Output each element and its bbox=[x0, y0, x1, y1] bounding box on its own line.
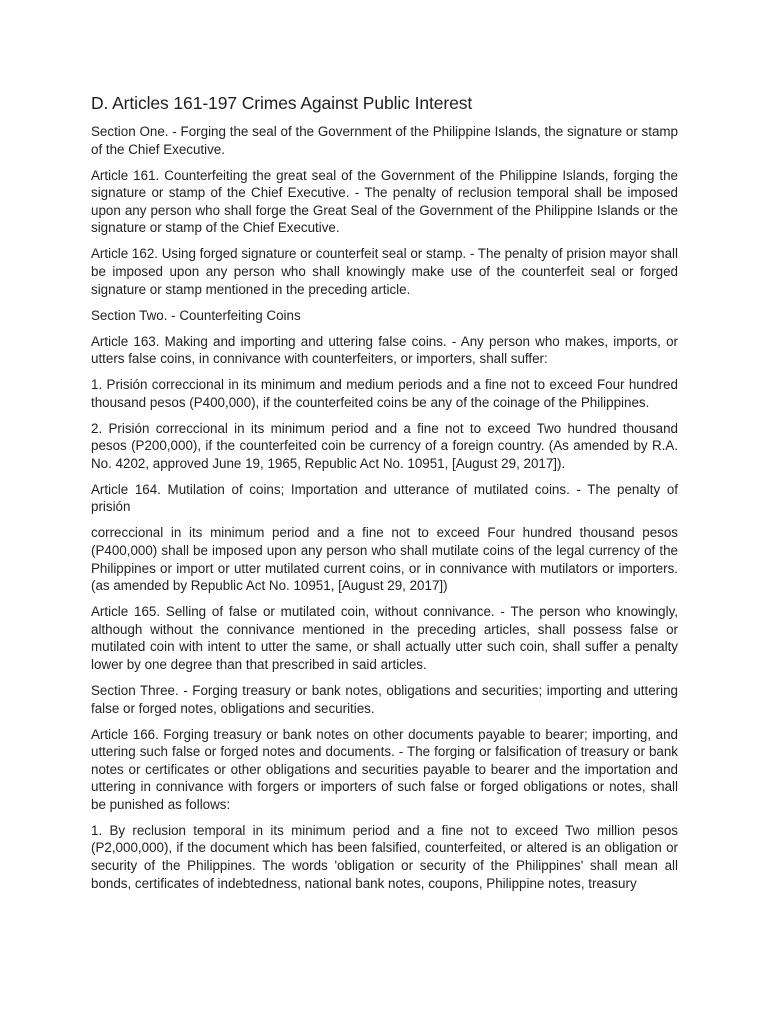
article-164-part-2: correccional in its minimum period and a fine not to exceed Four hundred thousand pesos (P400,000) shall be imposed upon any person who shall mutilate coins of the legal currency of the Philippines or import or utter mutilated current coins, or in connivance with mutilators or importers. (as amended by Republic Act No. 10951, [August 29, 2017]) bbox=[91, 525, 678, 594]
document-page bbox=[91, 92, 678, 901]
article-163-item-2: 2. Prisión correccional in its minimum period and a fine not to exceed Two hundred thousand pesos (P200,000), if the counterfeited coin be currency of a foreign country. (As amended by R.A. No. 4202, approved June 19, 1965, Republic Act No. 10951, [August 29, 2017]). bbox=[91, 420, 678, 471]
document-heading: D. Articles 161-197 Crimes Against Public Interest bbox=[91, 93, 473, 113]
article-165: Article 165. Selling of false or mutilated coin, without connivance. - The person who knowingly, although without the connivance mentioned in the preceding articles, shall possess false or mutilated coin with intent to utter the same, or shall actually utter such coin, shall suffer a penalty lower by one degree than that prescribed in said articles. bbox=[91, 604, 678, 672]
article-162: Article 162. Using forged signature or counterfeit seal or stamp. - The penalty of prision mayor shall be imposed upon any person who shall knowingly make use of the counterfeit seal or forged signature or stamp mentioned in the preceding article. bbox=[91, 246, 678, 297]
section-two-title: Section Two. - Counterfeiting Coins bbox=[91, 307, 301, 323]
article-166-item-1: 1. By reclusion temporal in its minimum period and a fine not to exceed Two million pesos (P2,000,000), if the document which has been falsified, counterfeited, or altered is an obligation or security of the Philippines. The words 'obligation or security of the Philippines' shall mean all bonds, certificates of indebtedness, national bank notes, coupons, Philippine notes, treasury bbox=[91, 822, 678, 891]
article-163: Article 163. Making and importing and uttering false coins. - Any person who makes, imports, or utters false coins, in connivance with counterfeiters, or importers, shall suffer: bbox=[91, 333, 678, 367]
section-three-title: Section Three. - Forging treasury or bank notes, obligations and securities; importing and uttering false or forged notes, obligations and securities. bbox=[91, 682, 678, 716]
article-163-item-1: 1. Prisión correccional in its minimum and medium periods and a fine not to exceed Four hundred thousand pesos (P400,000), if the counterfeited coins be any of the coinage of the Philippines. bbox=[91, 377, 678, 410]
section-one-title: Section One. - Forging the seal of the Government of the Philippine Islands, the signature or stamp of the Chief Executive. bbox=[91, 124, 678, 157]
article-164-part-1: Article 164. Mutilation of coins; Importation and utterance of mutilated coins. - The penalty of prisión bbox=[91, 481, 678, 515]
article-161: Article 161. Counterfeiting the great seal of the Government of the Philippine Islands, forging the signature or stamp of the Chief Executive. - The penalty of reclusion temporal shall be imposed upon any person who shall forge the Great Seal of the Government of the Philippine Islands or the signature or stamp of the Chief Executive. bbox=[91, 167, 678, 236]
article-166: Article 166. Forging treasury or bank notes on other documents payable to bearer; importing, and uttering such false or forged notes and documents. - The forging or falsification of treasury or bank notes or certificates or other obligations and securities payable to bearer and the importation and uttering in connivance with forgers or importers of such false or forged obligations or notes, shall be punished as follows: bbox=[91, 726, 678, 812]
